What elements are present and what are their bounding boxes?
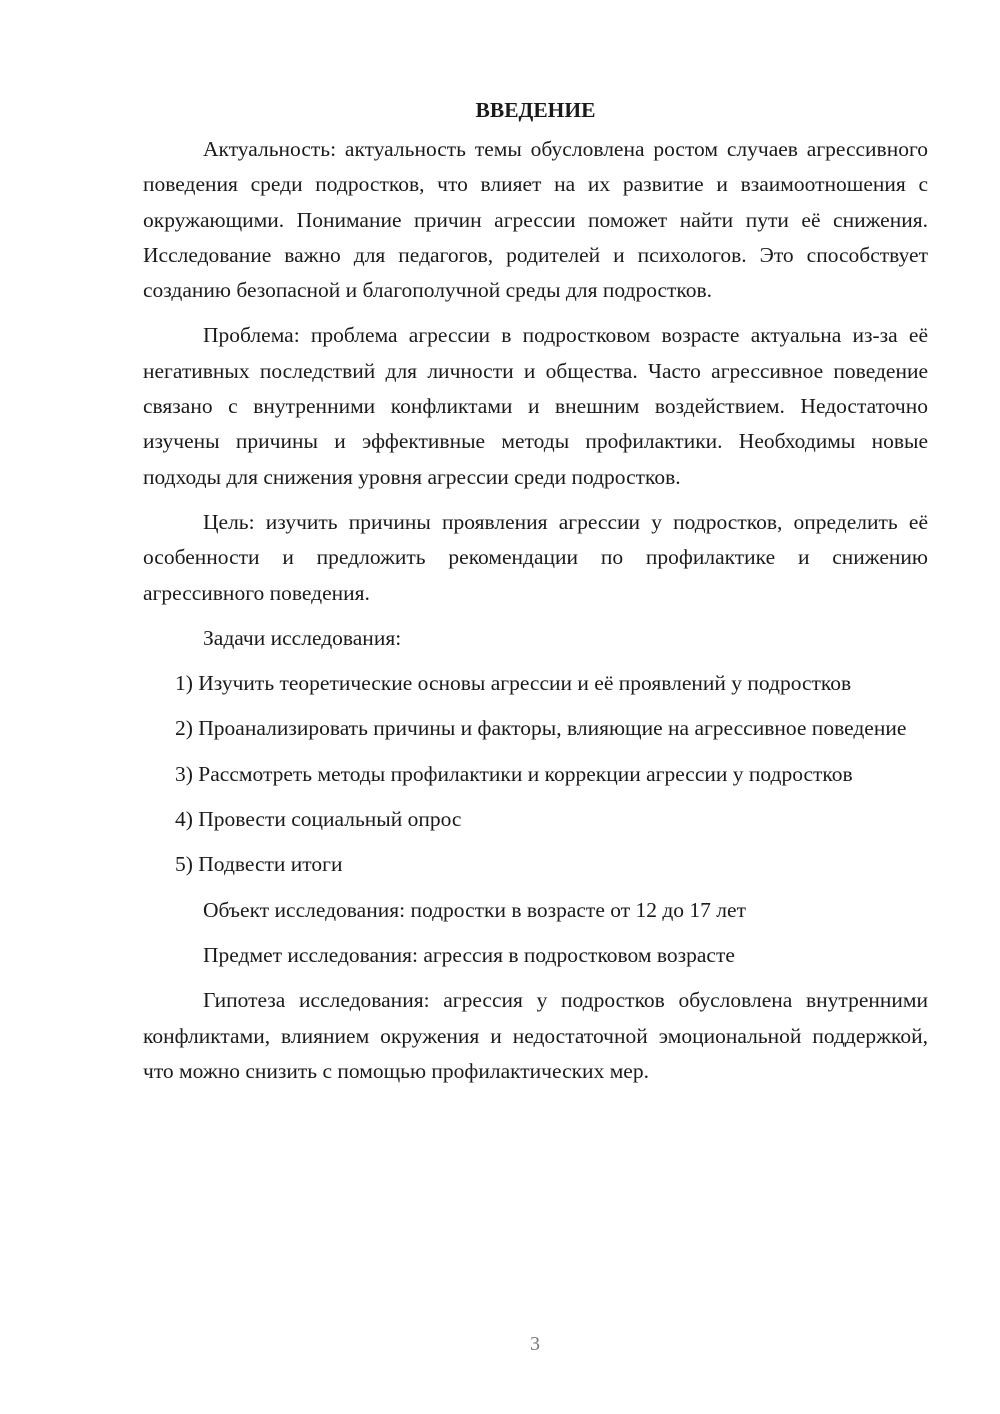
section-title: ВВЕДЕНИЕ — [475, 98, 596, 122]
goal-paragraph: Цель: изучить причины проявления агрессии у подростков, определить её особенности и предложить рекомендации по профилактике и снижению агрессивного поведения. — [143, 509, 928, 605]
task-item: 5) Подвести итоги — [175, 852, 343, 877]
hypothesis-paragraph: Гипотеза исследования: агрессия у подростков обусловлена внутренними конфликтами, влиянием окружения и недостаточной эмоциональной поддержкой, что можно снизить с помощью профилактических мер. — [143, 988, 928, 1083]
document-page — [143, 92, 928, 1099]
task-item: 3) Рассмотреть методы профилактики и коррекции агрессии у подростков — [175, 761, 853, 786]
page-number: 3 — [530, 1333, 540, 1355]
task-item: 4) Провести социальный опрос — [175, 807, 462, 832]
tasks-heading: Задачи исследования: — [203, 625, 402, 650]
subject-paragraph: Предмет исследования: агрессия в подростковом возрасте — [203, 942, 735, 967]
task-item: 2) Проанализировать причины и факторы, влияющие на агрессивное поведение — [175, 716, 907, 741]
object-paragraph: Объект исследования: подростки в возрасте от 12 до 17 лет — [203, 897, 746, 922]
problem-paragraph: Проблема: проблема агрессии в подростковом возрасте актуальна из-за её негативных последствий для личности и общества. Часто агрессивное поведение связано с внутренними конфликтами и внешним воздействием. Недостаточно изучены причины и эффективные методы профилактики. Необходимы новые подходы для снижения уровня агрессии среди подростков. — [143, 323, 928, 489]
task-item: 1) Изучить теоретические основы агрессии и её проявлений у подростков — [175, 671, 852, 696]
relevance-paragraph: Актуальность: актуальность темы обусловлена ростом случаев агрессивного поведения среди подростков, что влияет на их развитие и взаимоотношения с окружающими. Понимание причин агрессии поможет найти пути её снижения. Исследование важно для педагогов, родителей и психологов. Это способствует созданию безопасной и благополучной среды для подростков. — [143, 137, 928, 303]
